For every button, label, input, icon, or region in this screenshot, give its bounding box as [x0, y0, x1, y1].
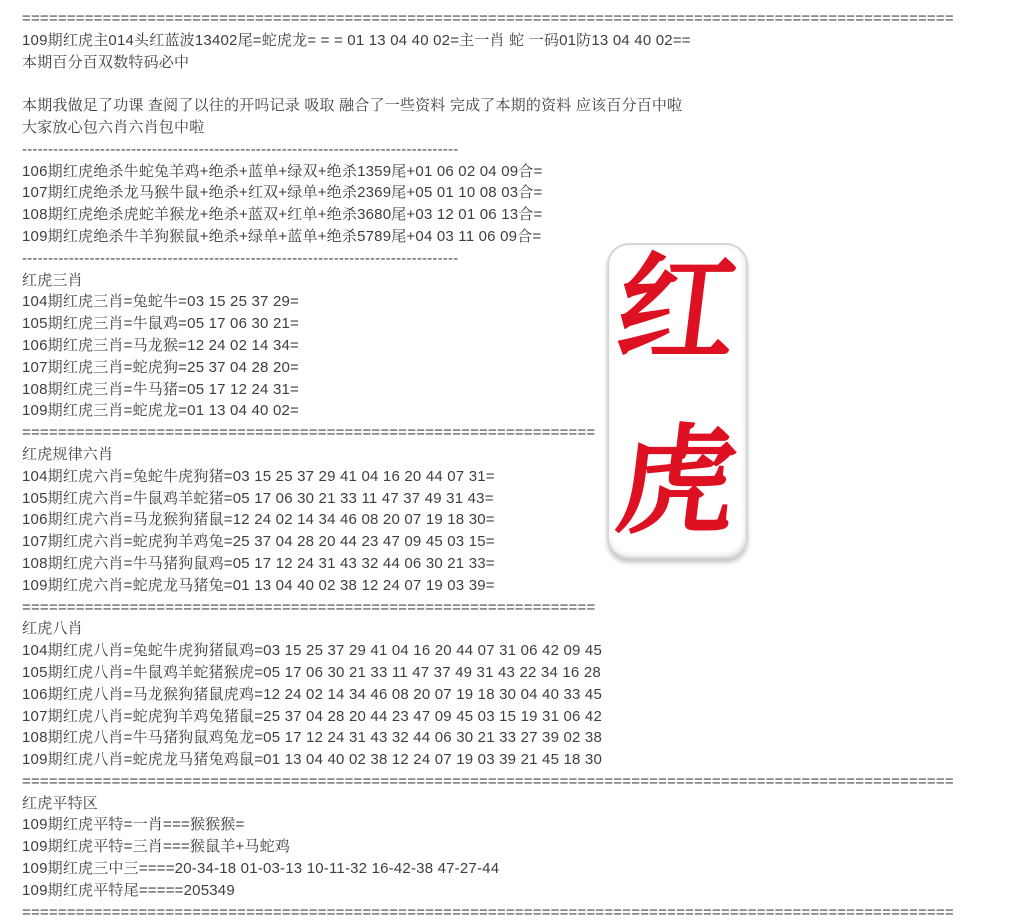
separator-eq-long-2: ======================================================================================================== [22, 772, 954, 790]
sanxiao-line: 109期红虎三肖=蛇虎龙=01 13 04 40 02= [22, 402, 299, 420]
liuxiao-line: 108期红虎六肖=牛马猪狗鼠鸡=05 17 12 24 31 43 32 44 06 30 21 33= [22, 554, 495, 572]
red-tiger-badge [607, 243, 748, 559]
sanxiao-line: 107期红虎三肖=蛇虎狗=25 37 04 28 20= [22, 358, 299, 376]
liuxiao-line: 109期红虎六肖=蛇虎龙马猪兔=01 13 04 40 02 38 12 24 07 19 03 39= [22, 576, 495, 594]
note-line-2: 大家放心包六肖六肖包中啦 [22, 118, 205, 136]
baxiao-title: 红虎八肖 [22, 620, 83, 638]
separator-eq-mid-2: ================================================================ [22, 598, 596, 616]
main-prediction-line: 109期红虎主014头红蓝波13402尾=蛇虎龙= = = 01 13 04 40 02=主一肖 蛇 一码01防13 04 40 02== [22, 31, 691, 49]
juesha-line: 106期红虎绝杀牛蛇兔羊鸡+绝杀+蓝单+绿双+绝杀1359尾+01 06 02 04 09合= [22, 162, 543, 180]
sanxiao-line: 104期红虎三肖=兔蛇牛=03 15 25 37 29= [22, 293, 299, 311]
juesha-line: 108期红虎绝杀虎蛇羊猴龙+绝杀+蓝双+红单+绝杀3680尾+03 12 01 06 13合= [22, 206, 543, 224]
baxiao-line: 106期红虎八肖=马龙猴狗猪鼠虎鸡=12 24 02 14 34 46 08 20 07 19 18 30 04 40 33 45 [22, 685, 603, 703]
sanxiao-line: 105期红虎三肖=牛鼠鸡=05 17 06 30 21= [22, 315, 299, 333]
badge-char-top: 红 [610, 244, 745, 376]
sub-prediction-line: 本期百分百双数特码必中 [22, 53, 190, 71]
baxiao-line: 104期红虎八肖=兔蛇牛虎狗猪鼠鸡=03 15 25 37 29 41 04 16 20 44 07 31 06 42 09 45 [22, 642, 603, 660]
pingte-line: 109期红虎平特尾=====205349 [22, 881, 235, 899]
separator-bottom: ======================================================================================================== [22, 903, 954, 921]
sanxiao-line: 108期红虎三肖=牛马猪=05 17 12 24 31= [22, 380, 299, 398]
liuxiao-title: 红虎规律六肖 [22, 445, 114, 463]
blank-line [22, 73, 1022, 95]
liuxiao-line: 107期红虎六肖=蛇虎狗羊鸡兔=25 37 04 28 20 44 23 47 09 45 03 15= [22, 533, 495, 551]
baxiao-line: 108期红虎八肖=牛马猪狗鼠鸡兔龙=05 17 12 24 31 43 32 44 06 30 21 33 27 39 02 38 [22, 729, 603, 747]
baxiao-line: 107期红虎八肖=蛇虎狗羊鸡兔猪鼠=25 37 04 28 20 44 23 47 09 45 03 15 19 31 06 42 [22, 707, 603, 725]
separator-eq-mid-1: ================================================================ [22, 424, 596, 442]
juesha-line: 107期红虎绝杀龙马猴牛鼠+绝杀+红双+绿单+绝杀2369尾+05 01 10 08 03合= [22, 184, 543, 202]
badge-char-bottom: 虎 [610, 416, 745, 548]
sanxiao-line: 106期红虎三肖=马龙猴=12 24 02 14 34= [22, 336, 299, 354]
pingte-line: 109期红虎平特=三肖===猴鼠羊+马蛇鸡 [22, 838, 291, 856]
separator-dash-1: ------------------------------------------------------------------------------------ [22, 140, 459, 158]
liuxiao-line: 104期红虎六肖=兔蛇牛虎狗猪=03 15 25 37 29 41 04 16 20 44 07 31= [22, 467, 495, 485]
baxiao-line: 109期红虎八肖=蛇虎龙马猪兔鸡鼠=01 13 04 40 02 38 12 24 07 19 03 39 21 45 18 30 [22, 751, 603, 769]
separator-top: ======================================================================================================== [22, 10, 954, 27]
liuxiao-line: 105期红虎六肖=牛鼠鸡羊蛇猪=05 17 06 30 21 33 11 47 37 49 31 43= [22, 489, 494, 507]
note-line-1: 本期我做足了功课 查阅了以往的开吗记录 吸取 融合了一些资料 完成了本期的资料 应该百分百中啦 [22, 97, 683, 115]
pingte-title: 红虎平特区 [22, 794, 99, 812]
pingte-line: 109期红虎平特=一肖===猴猴猴= [22, 816, 245, 834]
separator-dash-2: ------------------------------------------------------------------------------------ [22, 249, 459, 267]
juesha-line: 109期红虎绝杀牛羊狗猴鼠+绝杀+绿单+蓝单+绝杀5789尾+04 03 11 06 09合= [22, 227, 542, 245]
pingte-line: 109期红虎三中三====20-34-18 01-03-13 10-11-32 16-42-38 47-27-44 [22, 860, 500, 878]
sanxiao-title: 红虎三肖 [22, 271, 83, 289]
liuxiao-line: 106期红虎六肖=马龙猴狗猪鼠=12 24 02 14 34 46 08 20 07 19 18 30= [22, 511, 495, 529]
baxiao-line: 105期红虎八肖=牛鼠鸡羊蛇猪猴虎=05 17 06 30 21 33 11 47 37 49 31 43 22 34 16 28 [22, 663, 601, 681]
